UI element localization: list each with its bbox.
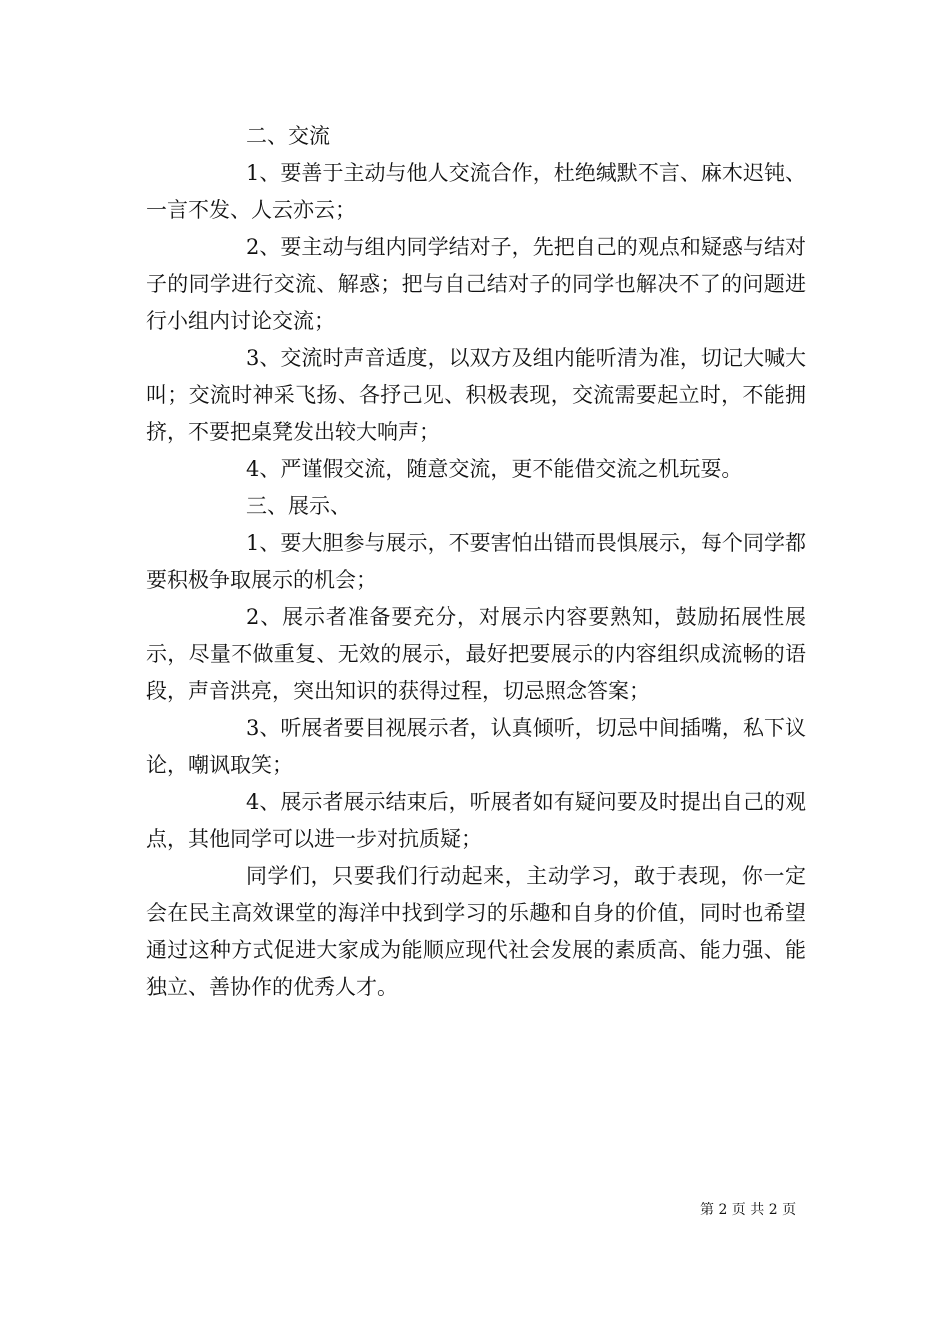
paragraph: 1、要善于主动与他人交流合作，杜绝缄默不言、麻木迟钝、一言不发、人云亦云；	[146, 161, 806, 222]
paragraph: 4、展示者展示结束后，听展者如有疑问要及时提出自己的观点，其他同学可以进一步对抗质疑；	[146, 790, 806, 851]
paragraph: 3、听展者要目视展示者，认真倾听，切忌中间插嘴，私下议论，嘲讽取笑；	[146, 716, 806, 777]
paragraph: 2、展示者准备要充分，对展示内容要熟知，鼓励拓展性展示，尽量不做重复、无效的展示，最好把要展示的内容组织成流畅的语段，声音洪亮，突出知识的获得过程，切忌照念答案；	[146, 605, 806, 703]
closing-paragraph: 同学们，只要我们行动起来，主动学习，敢于表现，你一定会在民主高效课堂的海洋中找到学习的乐趣和自身的价值，同时也希望通过这种方式促进大家成为能顺应现代社会发展的素质高、能力强、能独立、善协作的优秀人才。	[146, 864, 806, 999]
paragraph: 2、要主动与组内同学结对子，先把自己的观点和疑惑与结对子的同学进行交流、解惑；把与自己结对子的同学也解决不了的问题进行小组内讨论交流；	[146, 235, 806, 333]
page-number: 第 2 页 共 2 页	[700, 1202, 797, 1218]
paragraph: 4、严谨假交流，随意交流，更不能借交流之机玩耍。	[246, 457, 743, 481]
paragraph: 1、要大胆参与展示，不要害怕出错而畏惧展示，每个同学都要积极争取展示的机会；	[146, 531, 806, 592]
section-heading-exchange: 二、交流	[246, 124, 330, 148]
paragraph: 3、交流时声音适度，以双方及组内能听清为准，切记大喊大叫；交流时神采飞扬、各抒己见、积极表现，交流需要起立时，不能拥挤，不要把桌凳发出较大响声；	[146, 346, 806, 444]
document-body	[146, 118, 806, 1006]
section-heading-presentation: 三、展示、	[246, 494, 351, 518]
